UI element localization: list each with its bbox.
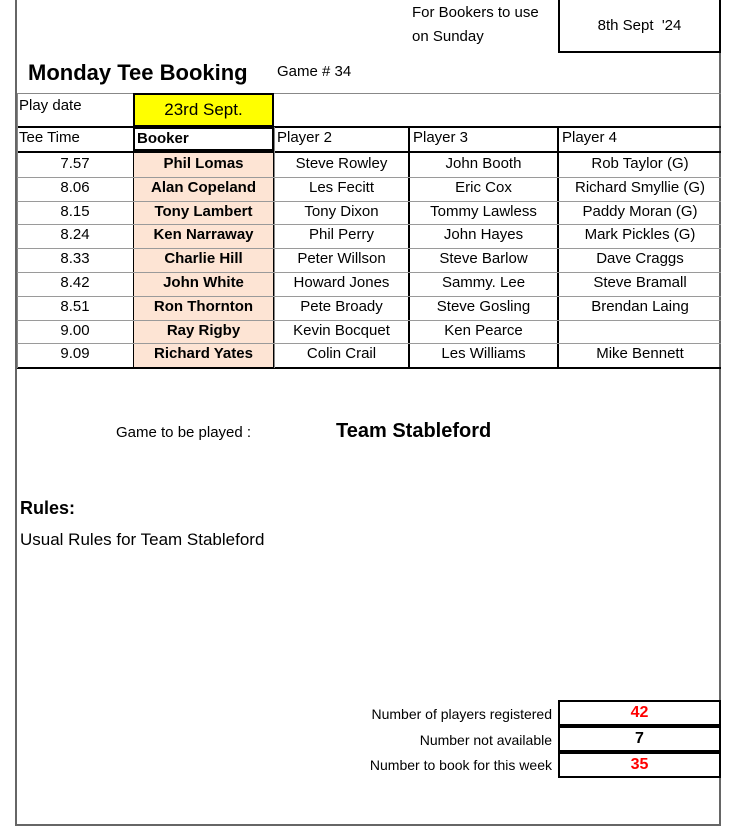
stat-label-to-book: Number to book for this week xyxy=(369,757,552,773)
table-bottom-rule xyxy=(17,367,721,369)
col-header-player-3: Player 3 xyxy=(413,129,469,146)
player-4-cell[interactable]: Rob Taylor (G) xyxy=(591,155,689,172)
player-3-cell[interactable]: Les Williams xyxy=(441,345,526,362)
col-divider xyxy=(273,153,274,368)
stat-value-registered[interactable]: 42 xyxy=(558,700,721,726)
tee-time-cell[interactable]: 8.51 xyxy=(60,298,90,315)
stat-value-not-available[interactable]: 7 xyxy=(558,726,721,752)
player-2-cell[interactable]: Steve Rowley xyxy=(295,155,388,172)
tee-time-cell[interactable]: 9.00 xyxy=(60,322,90,339)
col-header-player-2: Player 2 xyxy=(277,129,333,146)
player-2-cell[interactable]: Kevin Bocquet xyxy=(293,322,390,339)
player-4-cell[interactable]: Mike Bennett xyxy=(596,345,684,362)
player-2-cell[interactable]: Pete Broady xyxy=(300,298,383,315)
stat-label-not-available: Number not available xyxy=(419,732,552,748)
rules-text: Usual Rules for Team Stableford xyxy=(20,530,265,549)
page-title: Monday Tee Booking xyxy=(28,60,248,85)
player-2-cell[interactable]: Peter Willson xyxy=(297,250,386,267)
player-4-cell[interactable]: Richard Smyllie (G) xyxy=(574,179,706,196)
player-2-cell[interactable]: Howard Jones xyxy=(293,274,390,291)
table-top-rule xyxy=(17,126,721,128)
booker-cell[interactable]: Richard Yates xyxy=(154,345,253,362)
bookers-note xyxy=(412,1,562,49)
player-2-cell[interactable]: Colin Crail xyxy=(306,345,377,362)
game-label: Game to be played : xyxy=(116,424,252,441)
col-header-player-4: Player 4 xyxy=(562,129,618,146)
booker-cell[interactable]: Phil Lomas xyxy=(163,155,244,172)
col-header-booker: Booker xyxy=(133,127,274,151)
player-4-cell[interactable]: Brendan Laing xyxy=(591,298,689,315)
player-3-cell[interactable]: John Hayes xyxy=(443,226,524,243)
rules-heading: Rules: xyxy=(20,498,76,518)
player-4-cell[interactable] xyxy=(559,319,721,342)
tee-time-cell[interactable]: 8.33 xyxy=(60,250,90,267)
stat-value-to-book[interactable]: 35 xyxy=(558,752,721,778)
game-name: Team Stableford xyxy=(336,420,492,442)
play-date-cell[interactable] xyxy=(133,93,274,127)
play-date-value: 23rd Sept. xyxy=(164,100,243,119)
player-3-cell[interactable]: John Booth xyxy=(445,155,522,172)
booking-date: 8th Sept '24 xyxy=(597,17,682,34)
bookers-note-line1: For Bookers to use xyxy=(412,4,539,21)
player-3-cell[interactable]: Eric Cox xyxy=(455,179,512,196)
booker-cell[interactable]: Tony Lambert xyxy=(154,203,253,220)
booker-cell[interactable]: Ken Narraway xyxy=(153,226,254,243)
booking-date-cell[interactable] xyxy=(558,0,721,53)
tee-time-cell[interactable]: 8.42 xyxy=(60,274,90,291)
col-header-tee-time: Tee Time xyxy=(19,129,80,146)
booker-cell[interactable]: Alan Copeland xyxy=(150,179,256,196)
player-2-cell[interactable]: Tony Dixon xyxy=(304,203,379,220)
player-4-cell[interactable]: Dave Craggs xyxy=(596,250,684,267)
booker-cell[interactable]: John White xyxy=(163,274,244,291)
booker-cell[interactable]: Ron Thornton xyxy=(153,298,254,315)
divider xyxy=(17,93,721,94)
tee-time-cell[interactable]: 9.09 xyxy=(60,345,90,362)
tee-time-cell[interactable]: 8.15 xyxy=(60,203,90,220)
player-4-cell[interactable]: Steve Bramall xyxy=(593,274,687,291)
tee-time-cell[interactable]: 8.06 xyxy=(60,179,90,196)
game-number: Game # 34 xyxy=(277,63,352,80)
player-2-cell[interactable]: Phil Perry xyxy=(308,226,375,243)
tee-time-cell[interactable]: 7.57 xyxy=(60,155,90,172)
stat-label-registered: Number of players registered xyxy=(371,706,552,722)
booker-cell[interactable]: Charlie Hill xyxy=(164,250,243,267)
player-4-cell[interactable]: Mark Pickles (G) xyxy=(584,226,696,243)
player-3-cell[interactable]: Tommy Lawless xyxy=(430,203,537,220)
player-3-cell[interactable]: Steve Gosling xyxy=(436,298,531,315)
play-date-label: Play date xyxy=(19,97,82,114)
booker-cell[interactable]: Ray Rigby xyxy=(166,322,241,339)
tee-time-cell[interactable]: 8.24 xyxy=(60,226,90,243)
player-3-cell[interactable]: Ken Pearce xyxy=(444,322,523,339)
bookers-note-line2: on Sunday xyxy=(412,28,484,45)
player-4-cell[interactable]: Paddy Moran (G) xyxy=(582,203,698,220)
player-3-cell[interactable]: Steve Barlow xyxy=(439,250,528,267)
player-2-cell[interactable]: Les Fecitt xyxy=(308,179,375,196)
player-3-cell[interactable]: Sammy. Lee xyxy=(441,274,526,291)
